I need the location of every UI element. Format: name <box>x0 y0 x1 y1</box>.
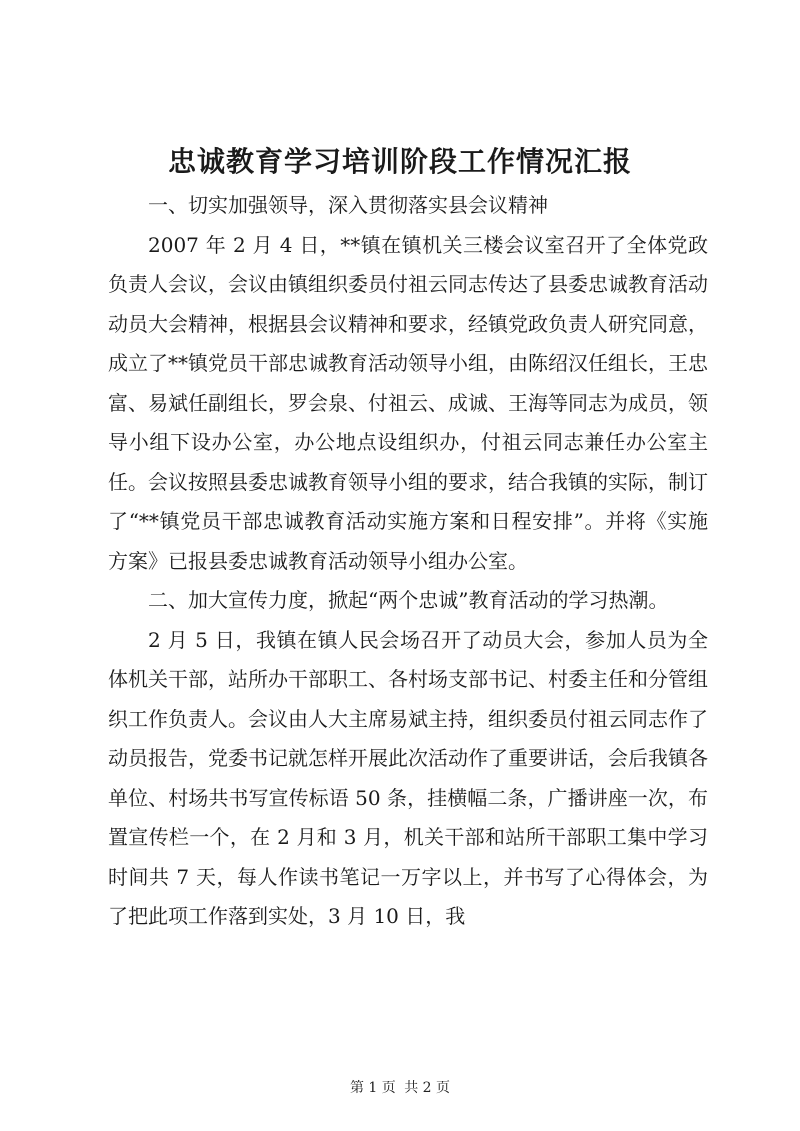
page-number: 第 1 页 <box>349 1080 396 1096</box>
paragraph-2: 2 月 5 日，我镇在镇人民会场召开了动员大会，参加人员为全体机关干部，站所办干部职工、各村场支部书记、村委主任和分管组织工作负责人。会议由人大主席易斌主持，组织委员付祖云同志作了动员报告，党委书记就怎样开展此次活动作了重要讲话，会后我镇各单位、村场共书写宣传标语 50 条，挂横幅二条，广播讲座一次，布置宣传栏一个，在 2 月和 3 月，机关干部和站所干部职工集中学习时间共 7 天，每人作读书笔记一万字以上，并书写了心得体会，为了把此项工作落到实处，3 月 10 日，我 <box>108 627 708 928</box>
section-heading-1: 一、切实加强领导，深入贯彻落实县会议精神 <box>148 193 548 217</box>
page-footer <box>0 1078 800 1098</box>
paragraph-1: 2007 年 2 月 4 日，**镇在镇机关三楼会议室召开了全体党政负责人会议，会议由镇组织委员付祖云同志传达了县委忠诚教育活动动员大会精神，根据县会议精神和要求，经镇党政负责人研究同意，成立了**镇党员干部忠诚教育活动领导小组，由陈绍汉任组长，王忠富、易斌任副组长，罗会泉、付祖云、成诚、王海等同志为成员，领导小组下设办公室，办公地点设组织办，付祖云同志兼任办公室主任。会议按照县委忠诚教育领导小组的要求，结合我镇的实际，制订了“**镇党员干部忠诚教育活动实施方案和日程安排”。并将《实施方案》已报县委忠诚教育活动领导小组办公室。 <box>108 232 708 573</box>
section-heading-2: 二、加大宣传力度，掀起“两个忠诚”教育活动的学习热潮。 <box>148 588 669 612</box>
document-title: 忠诚教育学习培训阶段工作情况汇报 <box>167 145 632 178</box>
page-total: 共 2 页 <box>404 1080 451 1096</box>
document-body <box>108 186 708 937</box>
